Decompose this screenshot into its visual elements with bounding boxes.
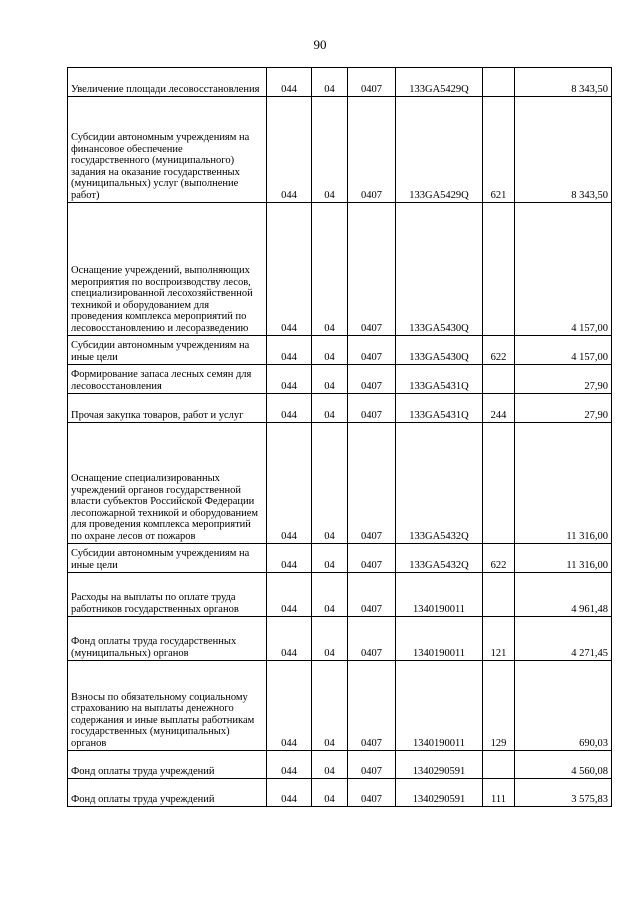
table-row [68, 573, 612, 617]
subsection-cell: 0407 [348, 423, 396, 544]
table-row [68, 544, 612, 573]
subsection-cell: 0407 [348, 751, 396, 779]
expense-name-cell: Фонд оплаты труда учреждений [68, 779, 267, 807]
section-cell: 04 [312, 203, 348, 336]
ministry-code-cell: 044 [267, 423, 312, 544]
expense-type-cell: 622 [483, 544, 515, 573]
subsection-cell: 0407 [348, 97, 396, 203]
table-row [68, 68, 612, 97]
section-cell: 04 [312, 544, 348, 573]
section-cell: 04 [312, 336, 348, 365]
ministry-code-cell: 044 [267, 617, 312, 661]
table-row [68, 779, 612, 807]
expense-type-cell: 111 [483, 779, 515, 807]
section-cell: 04 [312, 779, 348, 807]
budget-table [67, 67, 612, 807]
expense-name-cell: Расходы на выплаты по оплате труда работников государственных органов [68, 573, 267, 617]
section-cell: 04 [312, 394, 348, 423]
target-article-cell: 133GA5430Q [396, 336, 483, 365]
subsection-cell: 0407 [348, 365, 396, 394]
amount-cell: 11 316,00 [515, 544, 612, 573]
target-article-cell: 1340190011 [396, 661, 483, 751]
expense-type-cell: 621 [483, 97, 515, 203]
amount-cell: 4 157,00 [515, 336, 612, 365]
target-article-cell: 1340290591 [396, 779, 483, 807]
subsection-cell: 0407 [348, 203, 396, 336]
target-article-cell: 133GA5431Q [396, 394, 483, 423]
amount-cell: 4 271,45 [515, 617, 612, 661]
table-row [68, 394, 612, 423]
expense-type-cell [483, 751, 515, 779]
table-row [68, 661, 612, 751]
table-row [68, 751, 612, 779]
subsection-cell: 0407 [348, 661, 396, 751]
ministry-code-cell: 044 [267, 365, 312, 394]
section-cell: 04 [312, 573, 348, 617]
ministry-code-cell: 044 [267, 336, 312, 365]
section-cell: 04 [312, 423, 348, 544]
target-article-cell: 133GA5430Q [396, 203, 483, 336]
target-article-cell: 133GA5432Q [396, 544, 483, 573]
section-cell: 04 [312, 617, 348, 661]
amount-cell: 11 316,00 [515, 423, 612, 544]
amount-cell: 4 157,00 [515, 203, 612, 336]
subsection-cell: 0407 [348, 779, 396, 807]
amount-cell: 4 560,08 [515, 751, 612, 779]
expense-name-cell: Формирование запаса лесных семян для лесовосстановления [68, 365, 267, 394]
table-row [68, 203, 612, 336]
section-cell: 04 [312, 661, 348, 751]
target-article-cell: 133GA5432Q [396, 423, 483, 544]
ministry-code-cell: 044 [267, 661, 312, 751]
amount-cell: 4 961,48 [515, 573, 612, 617]
subsection-cell: 0407 [348, 68, 396, 97]
section-cell: 04 [312, 97, 348, 203]
expense-name-cell: Субсидии автономным учреждениям на иные цели [68, 336, 267, 365]
ministry-code-cell: 044 [267, 203, 312, 336]
table-body [68, 68, 612, 807]
expense-name-cell: Оснащение специализированных учреждений органов государственной власти субъектов Российской Федерации лесопожарной техникой и оборудованием для проведения комплекса мероприятий по охране лесов от пожаров [68, 423, 267, 544]
ministry-code-cell: 044 [267, 779, 312, 807]
expense-name-cell: Фонд оплаты труда государственных (муниципальных) органов [68, 617, 267, 661]
table-row [68, 365, 612, 394]
expense-type-cell: 622 [483, 336, 515, 365]
target-article-cell: 133GA5431Q [396, 365, 483, 394]
target-article-cell: 133GA5429Q [396, 68, 483, 97]
ministry-code-cell: 044 [267, 394, 312, 423]
target-article-cell: 1340190011 [396, 617, 483, 661]
expense-name-cell: Увеличение площади лесовосстановления [68, 68, 267, 97]
expense-type-cell [483, 203, 515, 336]
amount-cell: 8 343,50 [515, 68, 612, 97]
ministry-code-cell: 044 [267, 544, 312, 573]
ministry-code-cell: 044 [267, 68, 312, 97]
expense-name-cell: Взносы по обязательному социальному страхованию на выплаты денежного содержания и иные выплаты работникам государственных (муниципальных) органов [68, 661, 267, 751]
table-row [68, 97, 612, 203]
amount-cell: 8 343,50 [515, 97, 612, 203]
expense-type-cell: 244 [483, 394, 515, 423]
section-cell: 04 [312, 68, 348, 97]
expense-type-cell: 129 [483, 661, 515, 751]
expense-name-cell: Фонд оплаты труда учреждений [68, 751, 267, 779]
ministry-code-cell: 044 [267, 751, 312, 779]
expense-type-cell [483, 68, 515, 97]
target-article-cell: 133GA5429Q [396, 97, 483, 203]
table-row [68, 617, 612, 661]
ministry-code-cell: 044 [267, 573, 312, 617]
expense-name-cell: Прочая закупка товаров, работ и услуг [68, 394, 267, 423]
section-cell: 04 [312, 751, 348, 779]
table-row [68, 423, 612, 544]
target-article-cell: 1340290591 [396, 751, 483, 779]
subsection-cell: 0407 [348, 573, 396, 617]
subsection-cell: 0407 [348, 336, 396, 365]
amount-cell: 3 575,83 [515, 779, 612, 807]
amount-cell: 27,90 [515, 394, 612, 423]
expense-type-cell: 121 [483, 617, 515, 661]
expense-type-cell [483, 573, 515, 617]
amount-cell: 690,03 [515, 661, 612, 751]
table-row [68, 336, 612, 365]
subsection-cell: 0407 [348, 617, 396, 661]
amount-cell: 27,90 [515, 365, 612, 394]
expense-name-cell: Субсидии автономным учреждениям на финансовое обеспечение государственного (муниципального) задания на оказание государственных (муниципальных) услуг (выполнение работ) [68, 97, 267, 203]
subsection-cell: 0407 [348, 544, 396, 573]
expense-name-cell: Субсидии автономным учреждениям на иные цели [68, 544, 267, 573]
expense-name-cell: Оснащение учреждений, выполняющих мероприятия по воспроизводству лесов, специализированной лесохозяйственной техникой и оборудованием для проведения комплекса мероприятий по лесовосстановлению и лесоразведению [68, 203, 267, 336]
page-number: 90 [313, 37, 327, 52]
target-article-cell: 1340190011 [396, 573, 483, 617]
expense-type-cell [483, 423, 515, 544]
subsection-cell: 0407 [348, 394, 396, 423]
ministry-code-cell: 044 [267, 97, 312, 203]
section-cell: 04 [312, 365, 348, 394]
expense-type-cell [483, 365, 515, 394]
